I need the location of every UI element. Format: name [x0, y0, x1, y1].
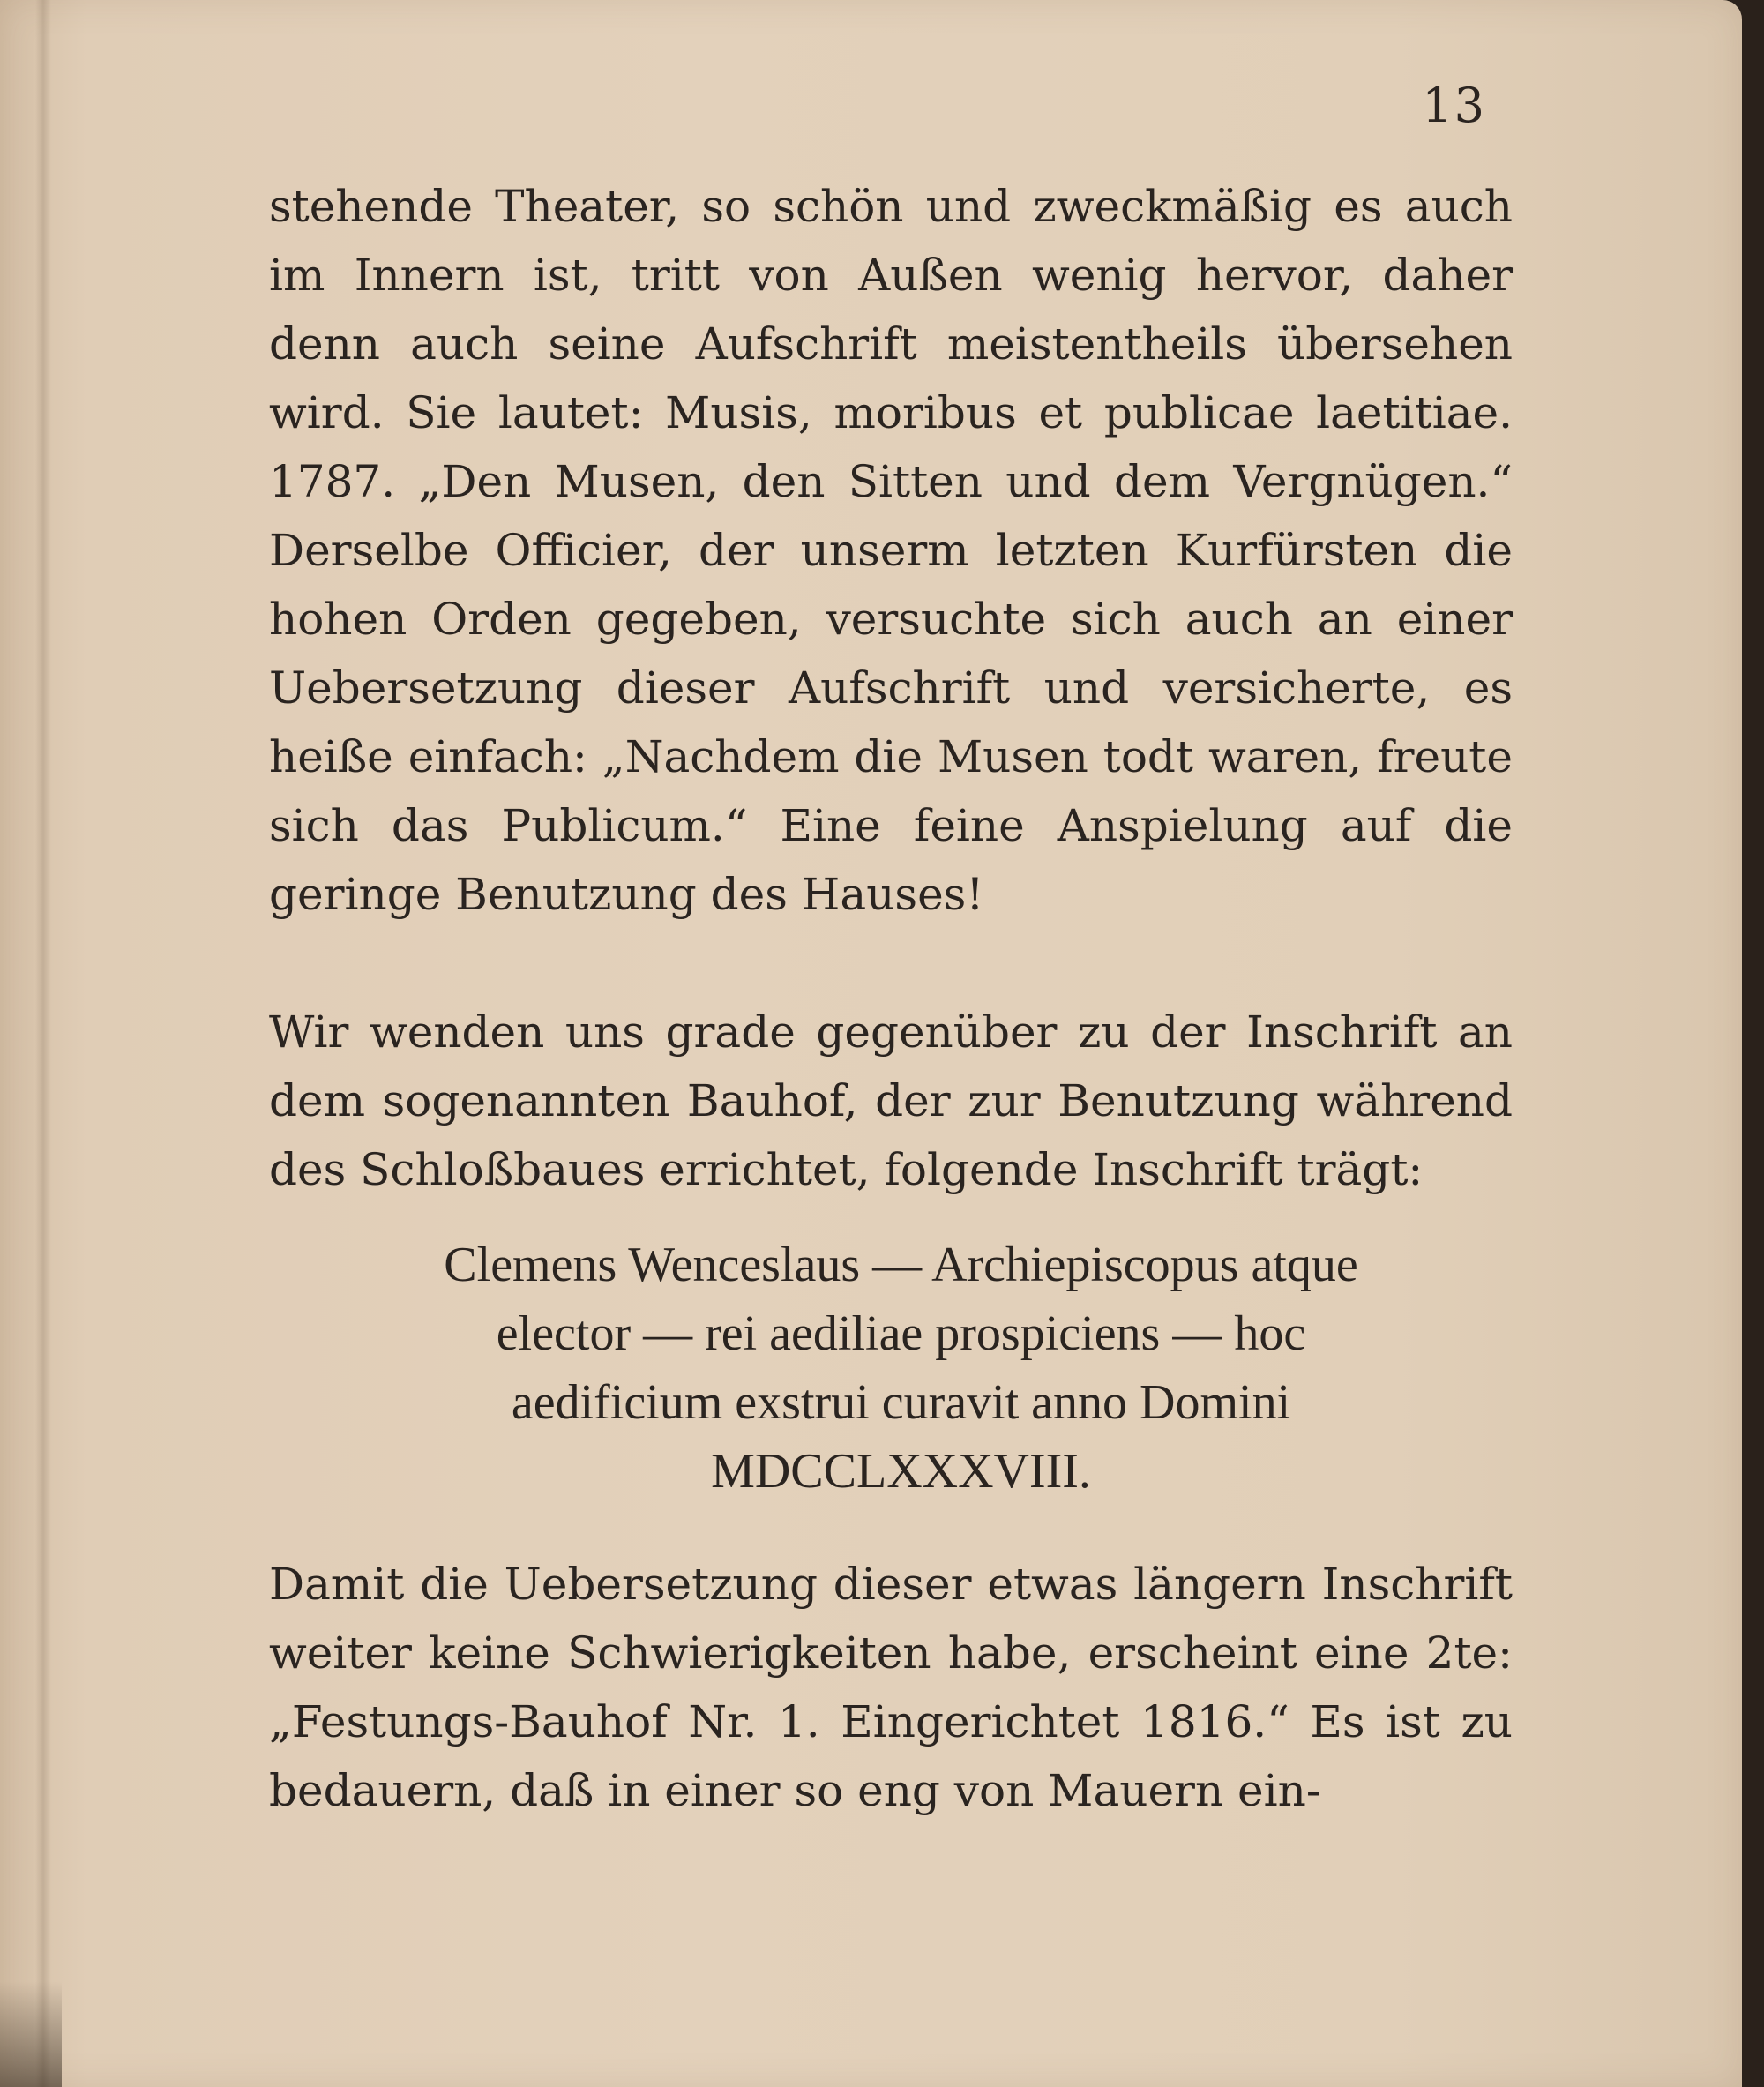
paragraph-spacer — [269, 1506, 1513, 1550]
paragraph-bauhof: Wir wenden uns grade gegenüber zu der Inschrift an dem sogenannten Bauhof, der zur Benutzung während des Schloßbaues errichtet, folgende Inschrift trägt: — [269, 1006, 1513, 1195]
page-gutter — [35, 0, 51, 2087]
inscription-line: aedificium exstrui curavit anno Domini — [511, 1375, 1291, 1430]
page-shadow — [0, 1981, 62, 2087]
paragraph-spacer — [269, 929, 1513, 998]
paragraph-theater: stehende Theater, so schön und zweckmäßig es auch im Innern ist, tritt von Außen wenig hervor, daher denn auch seine Aufschrift meistentheils übersehen wird. Sie lautet: Musis, moribus et publicae laetitiae. 1787. „Den Musen, den Sitten und dem Vergnügen.“ Derselbe Officier, der unserm letzten Kurfürsten die hohen Orden gegeben, versuchte sich auch an einer Uebersetzung dieser Aufschrift und versicherte, es heiße einfach: „Nachdem die Musen todt waren, freute sich das Publicum.“ Eine feine Anspielung auf die geringe Benutzung des Hauses! — [269, 181, 1513, 920]
paragraph-spacer — [269, 1204, 1513, 1231]
page-body — [269, 172, 1513, 1825]
inscription-line: Clemens Wenceslaus — Archiepiscopus atque — [444, 1238, 1358, 1292]
inscription-line: MDCCLXXXVIII. — [711, 1444, 1091, 1499]
page-number: 13 — [1422, 78, 1486, 133]
paragraph-translation: Damit die Uebersetzung dieser etwas längern Inschrift weiter keine Schwierigkeiten habe, erscheint eine 2te: „Festungs-Bauhof Nr. 1. Eingerichtet 1816.“ Es ist zu bedauern, daß in einer so eng von Mauern ein- — [269, 1559, 1513, 1816]
latin-inscription — [269, 1231, 1513, 1506]
inscription-line: elector — rei aediliae prospiciens — hoc — [496, 1306, 1306, 1361]
